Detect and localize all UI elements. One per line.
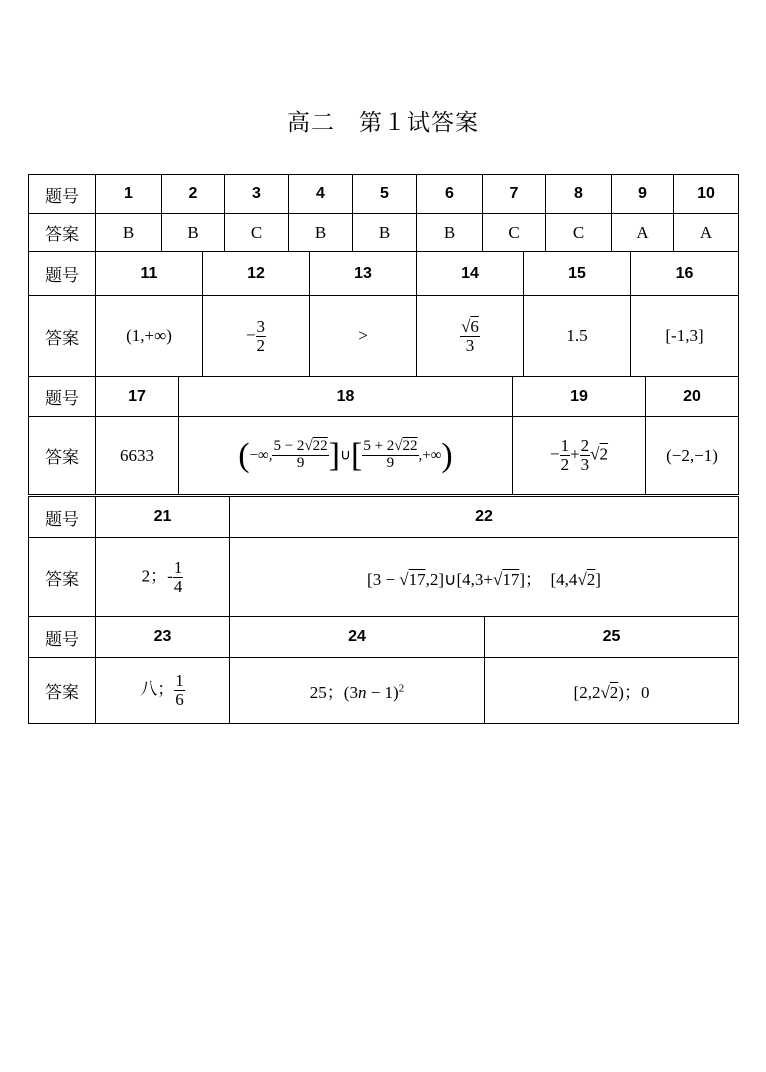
left-bracket: [ xyxy=(350,436,363,474)
answer-cell: B xyxy=(289,214,353,252)
radicand: 2 xyxy=(586,569,596,589)
question-number: 12 xyxy=(203,252,310,296)
question-number: 8 xyxy=(546,175,612,214)
answer-prefix: [2,2 xyxy=(573,683,601,702)
question-label: 题号 xyxy=(29,252,96,296)
numerator: 2 xyxy=(580,436,590,456)
answer-table-11-16 xyxy=(28,251,739,377)
radicand: 2 xyxy=(599,444,609,464)
denominator: 9 xyxy=(296,455,305,471)
radical-sign: √ xyxy=(600,683,610,702)
answer-cell xyxy=(485,658,739,724)
fraction xyxy=(173,559,184,596)
numerator: 1 xyxy=(175,671,184,691)
answer-cell xyxy=(179,417,513,495)
exponent: 2 xyxy=(398,682,405,695)
minus-sign: − xyxy=(245,324,256,344)
denominator: 6 xyxy=(175,690,184,709)
answer-cell: > xyxy=(310,296,417,377)
left-paren: ( xyxy=(238,436,250,474)
variable-n: n xyxy=(357,683,367,702)
denominator: 2 xyxy=(560,455,570,474)
radical-sign: √ xyxy=(399,569,409,589)
numerator-text: 5 − 2 xyxy=(273,438,305,455)
question-number: 18 xyxy=(179,377,513,417)
question-label: 题号 xyxy=(29,497,96,538)
question-number-row xyxy=(29,252,739,296)
radical-sign: √ xyxy=(304,438,313,455)
question-number-row xyxy=(29,617,739,658)
numerator: 3 xyxy=(256,316,266,336)
fraction xyxy=(362,439,418,472)
question-number: 13 xyxy=(310,252,417,296)
answer-label: 答案 xyxy=(29,296,96,377)
interval-right: ,+∞ xyxy=(418,446,442,463)
square-root xyxy=(394,438,417,454)
radical-sign: √ xyxy=(493,569,503,589)
question-number: 7 xyxy=(483,175,546,214)
denominator: 2 xyxy=(256,335,266,355)
fraction xyxy=(256,318,267,355)
radicand: 22 xyxy=(312,438,328,455)
page-title: 高二 第１试答案 xyxy=(287,110,479,136)
answer-row xyxy=(29,538,739,617)
radicand: 22 xyxy=(402,438,418,455)
fraction xyxy=(460,318,480,355)
answer-cell: (1,+∞) xyxy=(96,296,203,377)
answer-cell: (−2,−1) xyxy=(646,417,739,495)
question-number: 14 xyxy=(417,252,524,296)
answer-prefix: 25；(3 xyxy=(309,683,358,702)
answer-table-1-10 xyxy=(28,174,739,252)
square-root xyxy=(304,438,327,454)
denominator: 3 xyxy=(465,335,475,355)
question-label: 题号 xyxy=(29,617,96,658)
answer-cell xyxy=(203,296,310,377)
question-number: 16 xyxy=(631,252,739,296)
question-number: 4 xyxy=(289,175,353,214)
expression-part: )；0 xyxy=(618,683,650,702)
square-root xyxy=(493,570,519,589)
plus-sign: + xyxy=(570,444,580,464)
expression-part: [3 − xyxy=(367,569,400,589)
question-number: 25 xyxy=(485,617,739,658)
answer-cell: B xyxy=(162,214,225,252)
answer-cell xyxy=(96,538,230,617)
denominator: 3 xyxy=(580,455,590,474)
expression-part: ] xyxy=(595,569,601,589)
question-number: 6 xyxy=(417,175,483,214)
fraction xyxy=(580,437,591,474)
answer-cell: 6633 xyxy=(96,417,179,495)
answer-cell xyxy=(513,417,646,495)
square-root xyxy=(590,444,608,463)
square-root xyxy=(399,570,425,589)
answer-cell xyxy=(230,658,485,724)
question-number-row xyxy=(29,175,739,214)
answer-cell: A xyxy=(612,214,674,252)
question-number-row xyxy=(29,377,739,417)
answer-prefix: 八； xyxy=(140,679,175,699)
answer-cell: A xyxy=(674,214,739,252)
numerator xyxy=(362,439,418,456)
square-root xyxy=(577,570,595,589)
answer-cell: B xyxy=(96,214,162,252)
question-number: 17 xyxy=(96,377,179,417)
denominator: 9 xyxy=(386,455,395,471)
answer-row xyxy=(29,214,739,252)
question-number: 1 xyxy=(96,175,162,214)
question-number: 10 xyxy=(674,175,739,214)
minus-sign: − xyxy=(549,444,560,464)
answer-cell xyxy=(417,296,524,377)
radical-sign: √ xyxy=(461,316,471,336)
radical-sign: √ xyxy=(394,438,403,455)
expression-part: ]； [4,4 xyxy=(519,569,578,589)
union-symbol: ∪ xyxy=(340,446,351,463)
expression-part: − 1) xyxy=(366,683,399,702)
question-number: 3 xyxy=(225,175,289,214)
radical-sign: √ xyxy=(590,444,600,464)
numerator xyxy=(460,318,480,337)
radical-sign: √ xyxy=(577,569,587,589)
interval-left: −∞, xyxy=(249,446,273,463)
answer-label: 答案 xyxy=(29,214,96,252)
answer-cell: B xyxy=(353,214,417,252)
answer-cell: C xyxy=(546,214,612,252)
question-number: 9 xyxy=(612,175,674,214)
answer-row xyxy=(29,417,739,495)
answer-prefix: 2；- xyxy=(141,565,173,585)
answer-cell: C xyxy=(483,214,546,252)
square-root xyxy=(461,317,479,336)
expression-part: ,2]∪[4,3+ xyxy=(425,569,493,589)
question-number: 22 xyxy=(230,497,739,538)
numerator xyxy=(272,439,328,456)
answer-cell: 1.5 xyxy=(524,296,631,377)
answer-table-21-22 xyxy=(28,496,739,617)
answer-cell xyxy=(230,538,739,617)
square-root xyxy=(600,683,618,702)
question-label: 题号 xyxy=(29,377,96,417)
numerator-text: 5 + 2 xyxy=(363,438,395,455)
radicand: 17 xyxy=(408,569,426,589)
radicand: 2 xyxy=(609,683,619,702)
numerator: 1 xyxy=(173,557,183,577)
question-number-row xyxy=(29,497,739,538)
fraction xyxy=(272,439,328,472)
question-number: 19 xyxy=(513,377,646,417)
answer-label: 答案 xyxy=(29,417,96,495)
question-number: 15 xyxy=(524,252,631,296)
question-number: 23 xyxy=(96,617,230,658)
answer-table-23-25 xyxy=(28,616,739,724)
answer-label: 答案 xyxy=(29,658,96,724)
answer-row xyxy=(29,658,739,724)
question-number: 20 xyxy=(646,377,739,417)
radicand: 6 xyxy=(470,316,479,336)
question-number: 11 xyxy=(96,252,203,296)
answer-row xyxy=(29,296,739,377)
right-bracket: ] xyxy=(328,436,340,474)
question-number: 21 xyxy=(96,497,230,538)
radicand: 17 xyxy=(502,569,520,589)
right-paren: ) xyxy=(441,436,453,474)
answer-cell xyxy=(96,658,230,724)
question-number: 5 xyxy=(353,175,417,214)
denominator: 4 xyxy=(173,576,183,596)
answer-cell: B xyxy=(417,214,483,252)
fraction xyxy=(174,672,185,709)
numerator: 1 xyxy=(560,436,570,456)
answer-label: 答案 xyxy=(29,538,96,617)
answer-table-17-20 xyxy=(28,376,739,495)
answer-cell: [-1,3] xyxy=(631,296,739,377)
question-label: 题号 xyxy=(29,175,96,214)
answer-cell: C xyxy=(225,214,289,252)
question-number: 2 xyxy=(162,175,225,214)
question-number: 24 xyxy=(230,617,485,658)
fraction xyxy=(560,437,571,474)
